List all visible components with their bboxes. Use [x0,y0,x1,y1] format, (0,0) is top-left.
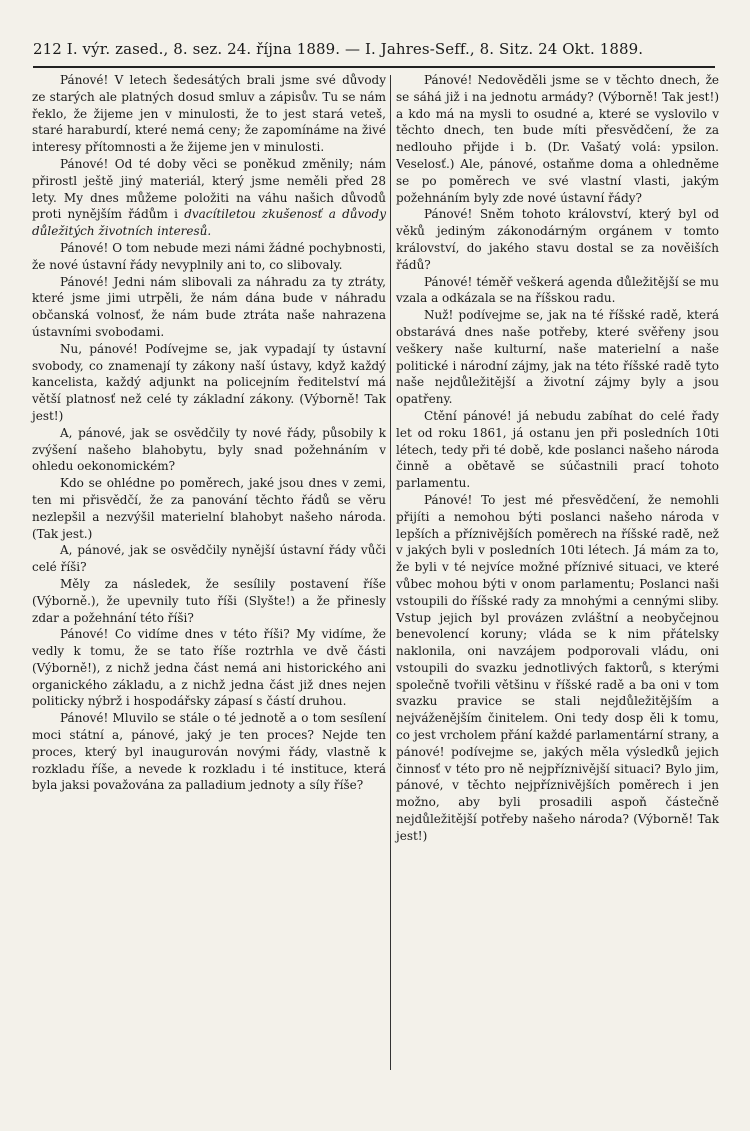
page-header: 212 I. výr. zased., 8. sez. 24. října 1889. — I. Jahres-Seff., 8. Sitz. 24 Okt. 1889. [33,40,644,58]
paragraph: Pánové! Co vidíme dnes v této říši? My vidíme, že vedly k tomu, že se tato říše roztrhla ve dvě části (Výborně!), z nichž jedna část nemá ani historického ani organického základu, a z nichž jedna část již dnes nejen politicky nýbrž i hospodářsky zápasí s částí druhou. [32,627,386,709]
paragraph: A, pánové, jak se osvědčily ty nové řády, působily k zvýšení našeho blahobytu, byly snad požehnáním v ohledu oekonomickém? [32,425,386,474]
paragraph: A, pánové, jak se osvědčily nynější ústavní řády vůči celé říši? [32,543,386,575]
paragraph: Pánové! téměř veškerá agenda důležitější se mu vzala a odkázala se na říšskou radu. [396,274,719,306]
paragraph: Pánové! Nedověděli jsme se v těchto dnech, že se sáhá již i na jednotu armády? (Výborně! Tak jest!) a kdo má na mysli to osudné a, které se vyslovilo v těchto dnech, ten bude míti přesvědčení, že za nedlouho přijde i b. (Dr. Vašatý volá: ypsilon. Veselosť.) Ale, pánové, ostaňme doma a ohledněme se po poměrech ve své vlastní vlasti, jakým požehnáním byly zde nové ústavní řády? [396,73,719,205]
paragraph: Pánové! To jest mé přesvědčení, že nemohli přijíti a nemohou býti poslanci našeho národa v lepších a příznivějších poměrech na říšské radě, než v jakých byli v posledních 10ti létech. Já mám za to, že byli v té nejvíce možné příznivé situaci, ve které vůbec mohou býti v onom parlamentu; Poslanci naši vstoupili do říšské rady za mnohými a cennými sliby. Vstup jejich byl provázen zvláštní a neobyčejnou benevolencí koruny; vláda se k nim přátelsky naklonila, oni navzájem podporovali vládu, oni vstoupili do svazku jednotlivých faktorů, s kterými společně tvořili většinu v říšské radě a ba oni v tom svazku pravice se stali nejdůležitějším a nejváženějším činitelem. Oni tedy dosp ěli k tomu, co jest vrcholem přání každé parlamentární strany, a pánové! podívejme se, jakých měla výsledků jejich činnosť v této pro ně nejpříznivější situaci? Bylo jim, pánové, v těchto nejpříznivějších poměrech i jen možno, aby byli prosadili aspoň částečně nejdůležitější potřeby našeho národa? (Výborně! Tak jest!) [396,492,719,843]
paragraph: Kdo se ohlédne po poměrech, jaké jsou dnes v zemi, ten mi přisvědčí, že za panování těchto řádů se věru nezlepšil a nezvýšil materielní blahobyt našeho národa. (Tak jest.) [32,476,386,541]
paragraph: Pánové! Mluvilo se stále o té jednotě a o tom sesílení moci státní a, pánové, jaký je ten proces? Nejde ten proces, který byl inaugurován novými řády, vlastně k rozkladu říše, a nevede k rozkladu i té instituce, která byla jaksi považována za palladium jednoty a síly říše? [32,711,386,793]
column-divider [390,75,391,1070]
paragraph: Pánové! O tom nebude mezi námi žádné pochybnosti, že nové ústavní řády nevyplnily ani to, co slibovaly. [32,240,386,272]
italic-phrase: dvacítiletou zkušenosť a důvody důležitých životních interesů. [32,207,386,239]
paragraph: Měly za následek, že sesílily postavení říše (Výborně.), že upevnily tuto říši (Slyšte!) a že přinesly zdar a požehnání této říši? [32,576,386,625]
paragraph: Ctění pánové! já nebudu zabíhat do celé řady let od roku 1861, já ostanu jen při posledních 10ti létech, tedy při té době, kde poslanci našeho národa činně a obětavě se súčastnili prací tohoto parlamentu. [396,408,719,491]
right-column [396,72,719,845]
header-rule [33,66,715,68]
paragraph: Pánové! V letech šedesátých brali jsme své důvody ze starých ale platných dosud smluv a zápisův. Tu se nám řeklo, že žijeme jen v minulosti, že to jest stará veteš, staré haraburdí, které nemá ceny; že zapomínáme na živé interesy přítomnosti a že žijeme jen v minulosti. [32,73,386,155]
left-column [32,72,386,794]
paragraph: Pánové! Sněm tohoto království, který byl od věků jediným zákonodárným orgánem v tomto království, do jakého stavu dostal se za nověiších řádů? [396,207,719,272]
paragraph: Pánové! Od té doby věci se poněkud změnily; nám přirostl ještě jiný materiál, který jsme neměli před 28 lety. My dnes můžeme položiti na váhu našich důvodů proti nynějším řádům i dvacítiletou zkušenosť a důvody důležitých životních interesů. [32,156,386,239]
paragraph: Nu, pánové! Podívejme se, jak vypadají ty ústavní svobody, co znamenají ty zákony naší ústavy, když každý kancelista, každý adjunkt na policejním ředitelství má větší platnosť než celé ty základní zákony. (Výborně! Tak jest!) [32,341,386,423]
paragraph: Pánové! Jedni nám slibovali za náhradu za ty ztráty, které jsme jimi utrpěli, že nám dána bude v náhradu občanská volnosť, že nám bude ztráta naše nahrazena ústavními svobodami. [32,274,386,339]
paragraph: Nuž! podívejme se, jak na té říšské radě, která obstarává dnes naše potřeby, které svěřeny jsou veškery naše kulturní, naše materielní a naše politické i národní zájmy, jak na této říšské radě tyto naše nejdůležitější a životní zájmy byly a jsou opatřeny. [396,308,719,407]
